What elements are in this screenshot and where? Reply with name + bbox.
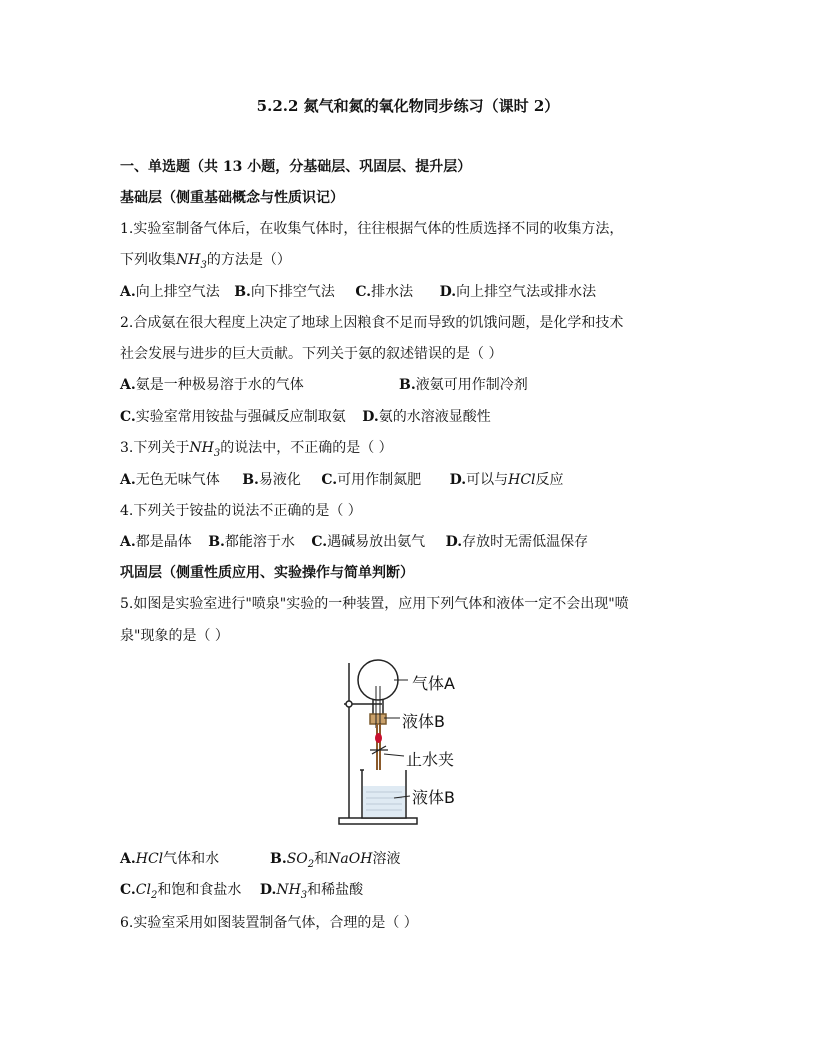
question-2-options-row-2 — [120, 406, 491, 426]
option-c[interactable]: C.实验室常用铵盐与强碱反应制取氨 — [120, 409, 346, 425]
option-b[interactable]: B.液氨可用作制冷剂 — [399, 377, 528, 393]
option-a[interactable]: A.HCl气体和水 — [120, 851, 220, 867]
level-heading-basic: 基础层（侧重基础概念与性质识记） — [120, 190, 344, 206]
question-1-options — [120, 281, 596, 301]
q1-text-post: 的方法是（） — [206, 252, 291, 268]
figure-label-gas-a: 气体A — [412, 674, 455, 693]
option-a[interactable]: A.向上排空气法 — [120, 284, 220, 300]
question-5-line-2: 泉"现象的是（ ） — [120, 628, 229, 644]
option-d[interactable]: D.氨的水溶液显酸性 — [362, 409, 491, 425]
question-2-line-1: 2.合成氨在很大程度上决定了地球上因粮食不足而导致的饥饿问题，是化学和技术 — [120, 315, 624, 331]
option-c[interactable]: C.遇碱易放出氨气 — [311, 534, 426, 550]
option-b[interactable]: $B.SO_2$和NaOH溶液 — [270, 851, 401, 870]
q3-text-post: 的说法中，不正确的是（ ） — [220, 440, 393, 456]
option-c[interactable]: $C.Cl_2$和饱和食盐水 — [120, 882, 242, 901]
option-a[interactable]: A.都是晶体 — [120, 534, 192, 550]
question-5-options-row-1 — [120, 848, 400, 870]
question-4-stem: 4.下列关于铵盐的说法不正确的是（ ） — [120, 503, 362, 519]
question-1-line-2 — [120, 249, 291, 271]
fountain-apparatus-figure — [334, 658, 484, 830]
figure-label-liquid-b-top: 液体B — [402, 712, 445, 731]
question-4-options — [120, 531, 588, 551]
option-b[interactable]: B.向下排空气法 — [234, 284, 335, 300]
question-6-stem: 6.实验室采用如图装置制备气体，合理的是（ ） — [120, 915, 418, 931]
page-title: 5.2.2 氮气和氮的氧化物同步练习（课时 2） — [256, 97, 560, 115]
question-1-line-1: 1.实验室制备气体后，在收集气体时，往往根据气体的性质选择不同的收集方法， — [120, 221, 624, 237]
q1-formula: NH — [176, 252, 201, 268]
q1-formula-sub: 3 — [200, 259, 207, 271]
q1-text-pre: 下列收集 — [120, 252, 176, 268]
option-d[interactable]: $D.NH_3$和稀盐酸 — [259, 882, 364, 901]
q3-text-pre: 3.下列关于 — [120, 440, 190, 456]
question-5-options-row-2 — [120, 879, 363, 901]
option-b[interactable]: B.都能溶于水 — [208, 534, 295, 550]
question-3-stem — [120, 437, 393, 459]
option-a[interactable]: A.氨是一种极易溶于水的气体 — [120, 377, 304, 393]
question-5-line-1: 5.如图是实验室进行"喷泉"实验的一种装置，应用下列气体和液体一定不会出现"喷 — [120, 596, 629, 612]
figure-label-clamp: 止水夹 — [406, 750, 455, 769]
option-a[interactable]: A.无色无味气体 — [120, 472, 220, 488]
question-2-options-row-1 — [120, 374, 528, 394]
option-c[interactable]: C.排水法 — [355, 284, 414, 300]
figure-label-liquid-b-bottom: 液体B — [412, 788, 455, 807]
q3-formula: NH — [189, 440, 214, 456]
option-d[interactable]: D.向上排空气法或排水法 — [439, 284, 597, 300]
section-heading: 一、单选题（共 13 小题，分基础层、巩固层、提升层） — [120, 159, 472, 175]
option-d[interactable]: D.可以与HCl反应 — [449, 472, 564, 488]
option-c[interactable]: C.可用作制氮肥 — [321, 472, 422, 488]
q3-formula-sub: 3 — [213, 447, 221, 459]
level-heading-consolidation: 巩固层（侧重性质应用、实验操作与简单判断） — [120, 565, 414, 581]
question-2-line-2: 社会发展与进步的巨大贡献。下列关于氨的叙述错误的是（ ） — [120, 346, 503, 362]
question-3-options — [120, 469, 564, 489]
option-d[interactable]: D.存放时无需低温保存 — [445, 534, 589, 550]
option-b[interactable]: B.易液化 — [242, 472, 301, 488]
